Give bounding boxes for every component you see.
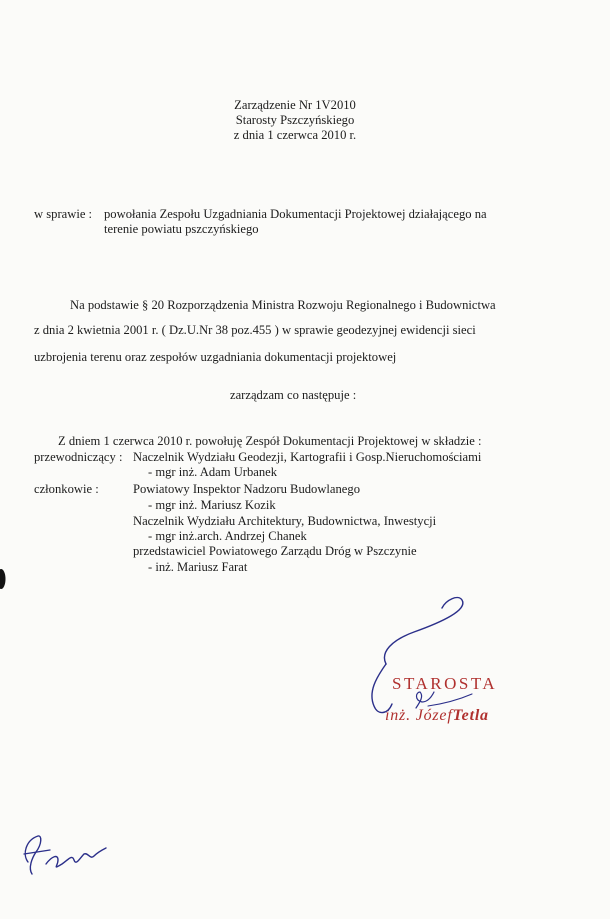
starosta-signature bbox=[362, 596, 532, 736]
decree-statement: zarządzam co następuje : bbox=[230, 388, 357, 402]
chair-label: przewodniczący : bbox=[34, 450, 123, 464]
member-name: - mgr inż.arch. Andrzej Chanek bbox=[148, 529, 307, 543]
member-position: Powiatowy Inspektor Nadzoru Budowlanego bbox=[133, 482, 360, 496]
stamp-surname: Tetla bbox=[452, 707, 489, 724]
handwritten-initials bbox=[18, 824, 118, 884]
subject-line-2: terenie powiatu pszczyńskiego bbox=[104, 222, 259, 236]
document-title: Zarządzenie Nr 1V2010 bbox=[234, 98, 356, 112]
members-label: członkowie : bbox=[34, 482, 99, 496]
member-position: przedstawiciel Powiatowego Zarządu Dróg w Pszczynie bbox=[133, 544, 417, 558]
member-position: Naczelnik Wydziału Architektury, Budownictwa, Inwestycji bbox=[133, 514, 437, 528]
document-date: z dnia 1 czerwca 2010 r. bbox=[233, 128, 357, 142]
subject-line-1: powołania Zespołu Uzgadniania Dokumentacji Projektowej działającego na bbox=[104, 207, 487, 221]
chair-position: Naczelnik Wydziału Geodezji, Kartografii i Gosp.Nieruchomościami bbox=[133, 450, 482, 464]
document-authority: Starosty Pszczyńskiego bbox=[235, 113, 355, 127]
chair-name: - mgr inż. Adam Urbanek bbox=[148, 465, 278, 479]
member-name: - inż. Mariusz Farat bbox=[148, 560, 248, 574]
stamp-title: STAROSTA bbox=[392, 674, 498, 693]
member-name: - mgr inż. Mariusz Kozik bbox=[148, 498, 276, 512]
stamp-name-prefix: inż. bbox=[385, 707, 411, 724]
subject-prefix: w sprawie : bbox=[34, 207, 93, 221]
basis-line-1: Na podstawie § 20 Rozporządzenia Ministra Rozwoju Regionalnego i Budownictwa bbox=[70, 298, 496, 312]
body-intro: Z dniem 1 czerwca 2010 r. powołuję Zespół Dokumentacji Projektowej w składzie : bbox=[58, 434, 482, 448]
basis-line-2: z dnia 2 kwietnia 2001 r. ( Dz.U.Nr 38 poz.455 ) w sprawie geodezyjnej ewidencji sieci bbox=[34, 323, 476, 337]
punch-hole bbox=[0, 567, 8, 591]
basis-line-3: uzbrojenia terenu oraz zespołów uzgadniania dokumentacji projektowej bbox=[34, 350, 397, 364]
stamp-first-name: Józef bbox=[415, 707, 453, 724]
